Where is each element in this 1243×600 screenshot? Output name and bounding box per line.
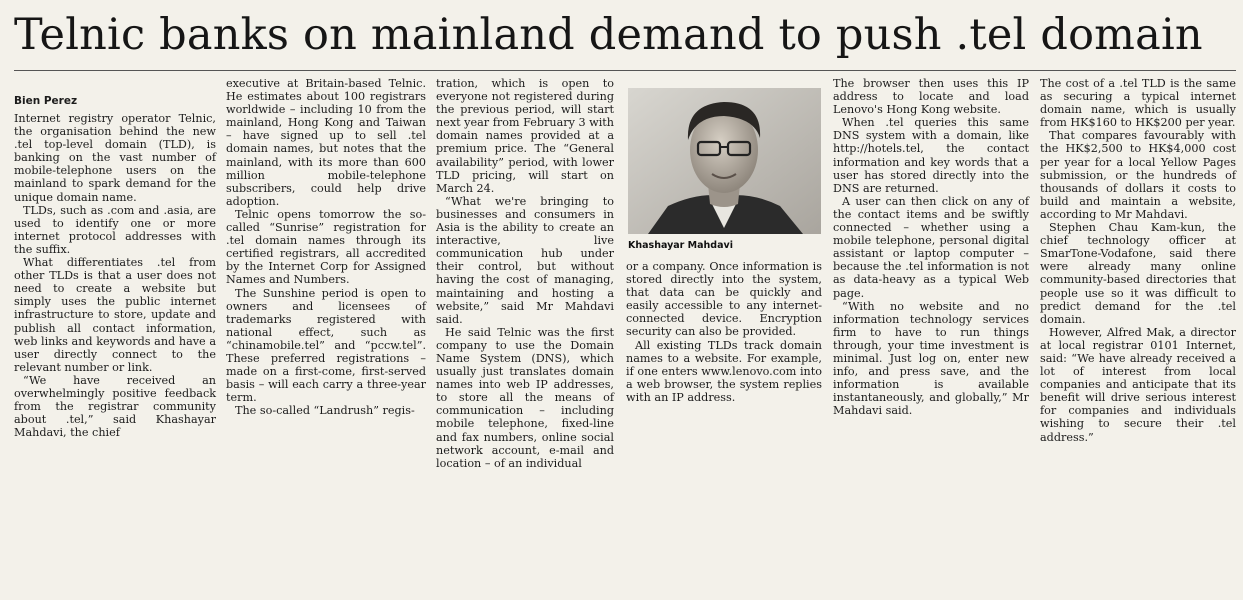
article-column-6 bbox=[1040, 77, 1236, 444]
paragraph: The so-called “Landrush” regis- bbox=[235, 404, 415, 418]
paragraph: Stephen Chau Kam-kun, the chief technology officer at SmarTone-Vodafone, said there were already many online community-based directories that people use so it was difficult to predict demand for the .tel domain. bbox=[1040, 221, 1236, 326]
headline: Telnic banks on mainland demand to push .tel domain bbox=[14, 10, 1203, 60]
paragraph: The Sunshine period is open to owners and licensees of trademarks registered with national effect, such as “chinamobile.tel” and “pccw.tel”. These preferred registrations – made on a first-come, first-served basis – will each carry a three-year term. bbox=[226, 286, 426, 405]
paragraph: “We have received an overwhelmingly positive feedback from the registrar community about .tel,” said Khashayar Mahdavi, the chief bbox=[14, 373, 216, 440]
paragraph: When .tel queries this same DNS system with a domain, like http://hotels.tel, the contact information and key words that a user has stored directly into the DNS are returned. bbox=[833, 116, 1029, 195]
paragraph: However, Alfred Mak, a director at local registrar 0101 Internet, said: “We have already received a lot of interest from local companies and anticipate that its benefit will drive serious interest for companies and individuals wishing to secure their .tel address.” bbox=[1040, 325, 1236, 444]
headline-rule bbox=[14, 70, 1236, 71]
paragraph: The browser then uses this IP address to locate and load Lenovo's Hong Kong website. bbox=[833, 77, 1029, 117]
paragraph: “With no website and no information technology services firm to have to run things through, your time investment is minimal. Just log on, enter new info, and press save, and the information is available instantaneously, and globally,” Mr Mahdavi said. bbox=[833, 299, 1029, 418]
paragraph: or a company. Once information is stored directly into the system, that data can be quickly and easily accessible to any internet-connected device. Encryption security can also be provided. bbox=[626, 260, 822, 339]
paragraph: That compares favourably with the HK$2,500 to HK$4,000 cost per year for a local Yellow Pages submission, or the hundreds of thousands of dollars it costs to build and maintain a website, according to Mr Mahdavi. bbox=[1040, 129, 1236, 221]
paragraph: All existing TLDs track domain names to a website. For example, if one enters www.lenovo.com into a web browser, the system replies with an IP address. bbox=[626, 338, 822, 404]
paragraph: Internet registry operator Telnic, the organisation behind the new .tel top-level domain (TLD), is banking on the vast number of mobile-telephone users on the mainland to spark demand for the unique domain name. bbox=[14, 112, 216, 204]
article-column-4 bbox=[626, 260, 822, 600]
paragraph: A user can then click on any of the contact items and be swiftly connected – whether using a mobile telephone, personal digital assistant or laptop computer – because the .tel information is not as data-heavy as a typical Web page. bbox=[833, 194, 1029, 300]
paragraph: He said Telnic was the first company to use the Domain Name System (DNS), which usually just translates domain names into web IP addresses, to store all the means of communication – including mobile telephone, fixed-line and fax numbers, online social network account, e-mail and location – of an individual bbox=[436, 325, 614, 470]
paragraph: TLDs, such as .com and .asia, are used to identify one or more internet protocol addresses with the suffix. bbox=[14, 203, 216, 256]
byline: Bien Perez bbox=[14, 95, 78, 107]
paragraph: “What we're bringing to businesses and consumers in Asia is the ability to create an interactive, live communication hub under their control, but without having the cost of managing, maintaining and hosting a website,” said Mr Mahdavi said. bbox=[436, 194, 614, 326]
article-column-3 bbox=[436, 77, 614, 470]
article-column-5 bbox=[833, 77, 1029, 417]
paragraph: Telnic opens tomorrow the so-called “Sunrise” registration for .tel domain names through its certified registrars, all accredited by the Internet Corp for Assigned Names and Numbers. bbox=[226, 207, 426, 287]
article-column-1 bbox=[14, 95, 216, 440]
article-column-2 bbox=[226, 77, 426, 417]
paragraph: executive at Britain-based Telnic. He estimates about 100 registrars worldwide – including 10 from the mainland, Hong Kong and Taiwan – have signed up to sell .tel domain names, but notes that the mainland, with its more than 600 million mobile-telephone subscribers, could help drive adoption. bbox=[226, 77, 426, 208]
paragraph: The cost of a .tel TLD is the same as securing a typical internet domain name, which is usually from HK$160 to HK$200 per year. bbox=[1040, 77, 1236, 130]
portrait-photo bbox=[628, 88, 821, 234]
paragraph: What differentiates .tel from other TLDs is that a user does not need to create a website but simply uses the public internet infrastructure to store, update and publish all contact information, web links and keywords and have a user directly connect to the relevant number or link. bbox=[14, 256, 216, 374]
paragraph: tration, which is open to everyone not registered during the previous period, will start next year from February 3 with domain names provided at a premium price. The “General availability” period, with lower TLD pricing, will start on March 24. bbox=[436, 77, 614, 195]
portrait-illustration bbox=[628, 88, 821, 234]
photo-caption: Khashayar Mahdavi bbox=[628, 240, 733, 251]
